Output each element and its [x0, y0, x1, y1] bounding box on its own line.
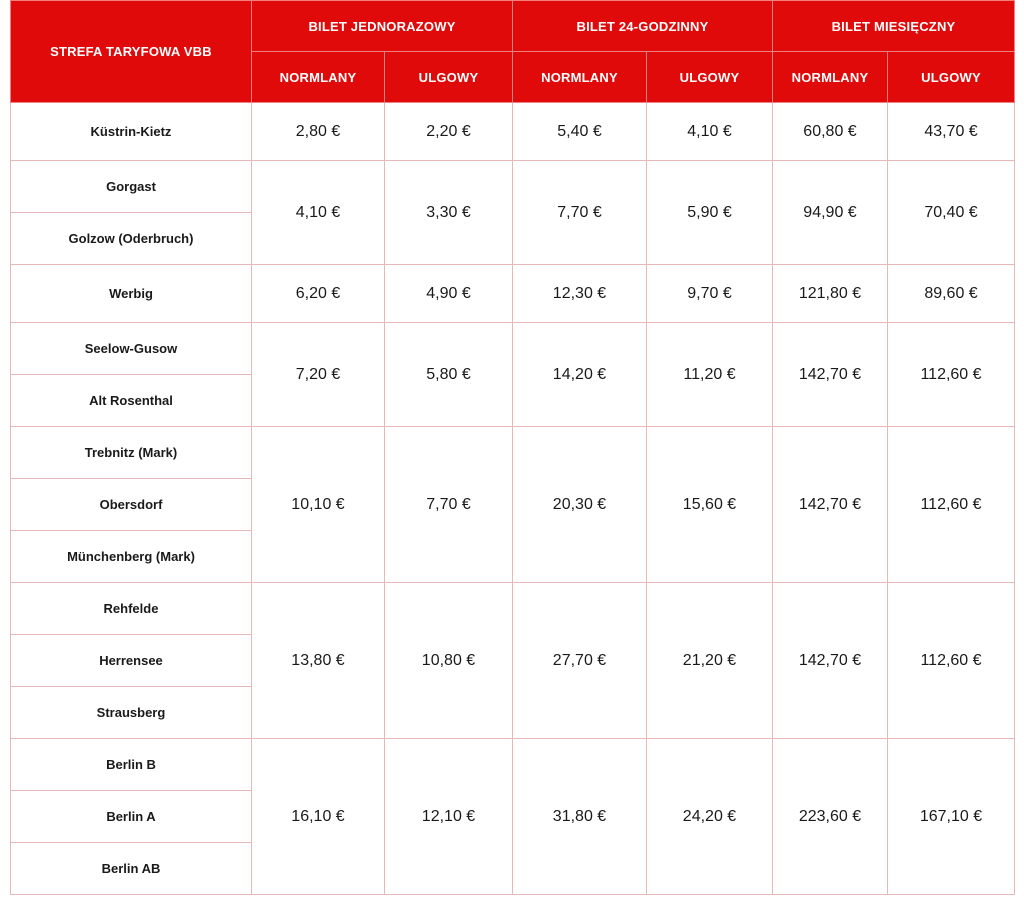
table-row [11, 427, 1015, 479]
price-cell: 12,30 € [513, 265, 647, 323]
header-sub-normal: NORMLANY [252, 52, 385, 103]
zone-name: Alt Rosenthal [11, 375, 252, 427]
zone-name: Rehfelde [11, 583, 252, 635]
price-cell: 7,20 € [252, 323, 385, 427]
header-sub-normal: NORMLANY [513, 52, 647, 103]
price-cell: 10,80 € [385, 583, 513, 739]
price-cell: 142,70 € [773, 427, 888, 583]
price-cell: 5,40 € [513, 103, 647, 161]
table-header [11, 1, 1015, 103]
price-cell: 15,60 € [647, 427, 773, 583]
price-cell: 70,40 € [888, 161, 1015, 265]
price-cell: 13,80 € [252, 583, 385, 739]
table-row [11, 265, 1015, 323]
price-cell: 14,20 € [513, 323, 647, 427]
price-cell: 16,10 € [252, 739, 385, 895]
zone-name: Golzow (Oderbruch) [11, 213, 252, 265]
zone-name: Berlin A [11, 791, 252, 843]
price-cell: 4,90 € [385, 265, 513, 323]
header-sub-reduced: ULGOWY [647, 52, 773, 103]
price-cell: 3,30 € [385, 161, 513, 265]
zone-name: Berlin B [11, 739, 252, 791]
price-cell: 223,60 € [773, 739, 888, 895]
zone-name: Seelow-Gusow [11, 323, 252, 375]
fare-table [10, 0, 1015, 895]
zone-name: Küstrin-Kietz [11, 103, 252, 161]
zone-name: Strausberg [11, 687, 252, 739]
table-row [11, 583, 1015, 635]
price-cell: 142,70 € [773, 323, 888, 427]
zone-name: Münchenberg (Mark) [11, 531, 252, 583]
price-cell: 12,10 € [385, 739, 513, 895]
header-monthly-ticket: BILET MIESIĘCZNY [773, 1, 1015, 52]
zone-name: Herrensee [11, 635, 252, 687]
table-row [11, 161, 1015, 213]
zone-name: Werbig [11, 265, 252, 323]
price-cell: 94,90 € [773, 161, 888, 265]
price-cell: 10,10 € [252, 427, 385, 583]
price-cell: 31,80 € [513, 739, 647, 895]
header-sub-reduced: ULGOWY [888, 52, 1015, 103]
price-cell: 27,70 € [513, 583, 647, 739]
header-24h-ticket: BILET 24-GODZINNY [513, 1, 773, 52]
price-cell: 7,70 € [385, 427, 513, 583]
price-cell: 43,70 € [888, 103, 1015, 161]
price-cell: 11,20 € [647, 323, 773, 427]
table-row [11, 323, 1015, 375]
zone-name: Trebnitz (Mark) [11, 427, 252, 479]
price-cell: 21,20 € [647, 583, 773, 739]
table-row [11, 739, 1015, 791]
header-sub-normal: NORMLANY [773, 52, 888, 103]
price-cell: 89,60 € [888, 265, 1015, 323]
price-cell: 5,90 € [647, 161, 773, 265]
header-sub-reduced: ULGOWY [385, 52, 513, 103]
price-cell: 112,60 € [888, 427, 1015, 583]
price-cell: 60,80 € [773, 103, 888, 161]
price-cell: 167,10 € [888, 739, 1015, 895]
price-cell: 20,30 € [513, 427, 647, 583]
zone-name: Berlin AB [11, 843, 252, 895]
price-cell: 142,70 € [773, 583, 888, 739]
price-cell: 2,80 € [252, 103, 385, 161]
price-cell: 112,60 € [888, 583, 1015, 739]
price-cell: 121,80 € [773, 265, 888, 323]
price-cell: 7,70 € [513, 161, 647, 265]
header-zone: STREFA TARYFOWA VBB [11, 1, 252, 103]
price-cell: 6,20 € [252, 265, 385, 323]
price-cell: 4,10 € [252, 161, 385, 265]
price-cell: 2,20 € [385, 103, 513, 161]
header-single-ticket: BILET JEDNORAZOWY [252, 1, 513, 52]
price-cell: 9,70 € [647, 265, 773, 323]
price-cell: 112,60 € [888, 323, 1015, 427]
zone-name: Obersdorf [11, 479, 252, 531]
price-cell: 5,80 € [385, 323, 513, 427]
price-cell: 24,20 € [647, 739, 773, 895]
table-body [11, 103, 1015, 895]
price-cell: 4,10 € [647, 103, 773, 161]
zone-name: Gorgast [11, 161, 252, 213]
table-row [11, 103, 1015, 161]
